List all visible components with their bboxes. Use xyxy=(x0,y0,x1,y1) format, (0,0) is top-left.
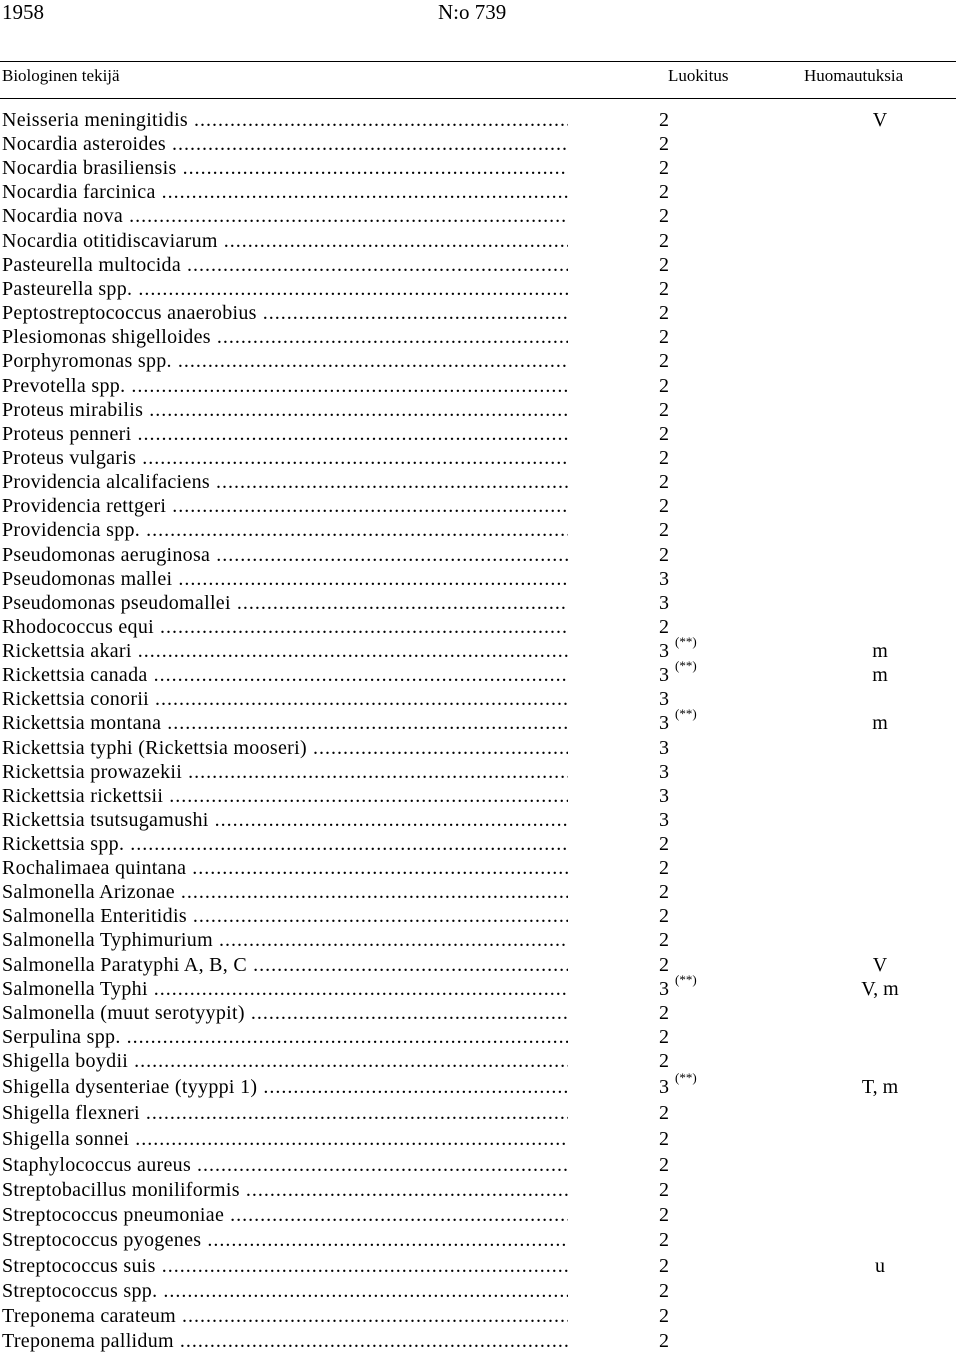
agent-name: Salmonella Paratyphi A, B, C xyxy=(2,954,248,976)
agent-name-cell xyxy=(2,953,568,977)
agent-name: Salmonella Arizonae xyxy=(2,881,175,903)
agent-name-cell xyxy=(2,277,568,301)
table-row xyxy=(0,1127,960,1151)
notes-value: m xyxy=(872,640,888,662)
notes-value: V, m xyxy=(861,978,899,1000)
agent-name-cell xyxy=(2,204,568,228)
agent-name: Treponema pallidum xyxy=(2,1330,174,1352)
table-row xyxy=(0,494,960,518)
table-row xyxy=(0,470,960,494)
table-row xyxy=(0,1001,960,1025)
agent-name-cell xyxy=(2,156,568,180)
table-row xyxy=(0,591,960,615)
table-row xyxy=(0,856,960,880)
column-header-name: Biologinen tekijä xyxy=(2,66,120,85)
classification-value: 2 xyxy=(659,302,669,324)
notes-value: m xyxy=(872,664,888,686)
table-row xyxy=(0,374,960,398)
table-row xyxy=(0,784,960,808)
agent-name: Staphylococcus aureus xyxy=(2,1154,192,1176)
classification-value: 2 xyxy=(659,495,669,517)
table-row xyxy=(0,706,960,735)
agent-name: Nocardia brasiliensis xyxy=(2,157,177,179)
classification-value: 2 xyxy=(659,1204,669,1226)
agent-name: Nocardia nova xyxy=(2,205,124,227)
column-header-notes: Huomautuksia xyxy=(804,66,904,85)
classification-value: 3 xyxy=(659,592,669,614)
agent-name: Nocardia otitidiscaviarum xyxy=(2,230,218,252)
table-row xyxy=(0,880,960,904)
agent-name: Peptostreptococcus anaerobius xyxy=(2,302,257,324)
classification-value: 3 xyxy=(659,1076,669,1098)
classification-value: 2 xyxy=(659,423,669,445)
table-row xyxy=(0,253,960,277)
agent-name: Serpulina spp. xyxy=(2,1026,121,1048)
table-row xyxy=(0,349,960,373)
agent-name-cell xyxy=(2,711,568,735)
table-row xyxy=(0,760,960,784)
agent-name-cell xyxy=(2,687,568,711)
footnote-marker: (**) xyxy=(675,634,697,649)
classification-value: 2 xyxy=(659,447,669,469)
agent-name-cell xyxy=(2,1101,568,1125)
agent-name: Prevotella spp. xyxy=(2,375,126,397)
agent-name-cell xyxy=(2,470,568,494)
table-row xyxy=(0,658,960,687)
agent-name: Pseudomonas pseudomallei xyxy=(2,592,231,614)
agent-name: Rickettsia tsutsugamushi xyxy=(2,809,209,831)
notes-value: V xyxy=(872,954,888,976)
table-row xyxy=(0,832,960,856)
table-row xyxy=(0,953,960,977)
classification-value: 2 xyxy=(659,1026,669,1048)
classification-value: 2 xyxy=(659,326,669,348)
agent-name-cell xyxy=(2,1178,568,1202)
table-row xyxy=(0,615,960,639)
agent-name-cell xyxy=(2,229,568,253)
table-row xyxy=(0,1178,960,1202)
classification-value: 3 xyxy=(659,664,669,686)
agent-name: Pseudomonas aeruginosa xyxy=(2,544,211,566)
agent-name-cell xyxy=(2,108,568,132)
agent-name-cell xyxy=(2,760,568,784)
classification-value: 2 xyxy=(659,109,669,131)
table-row xyxy=(0,1279,960,1303)
agent-name: Providencia alcalifaciens xyxy=(2,471,210,493)
classification-value: 2 xyxy=(659,1154,669,1176)
agent-name-cell xyxy=(2,663,568,687)
agent-name: Rickettsia canada xyxy=(2,664,148,686)
agent-name-cell xyxy=(2,808,568,832)
agent-name: Treponema carateum xyxy=(2,1305,177,1327)
agent-name: Salmonella (muut serotyypit) xyxy=(2,1002,245,1024)
agent-name: Providencia rettgeri xyxy=(2,495,167,517)
agent-name: Nocardia farcinica xyxy=(2,181,156,203)
table-row xyxy=(0,422,960,446)
classification-value: 2 xyxy=(659,254,669,276)
classification-value: 2 xyxy=(659,616,669,638)
notes-value: m xyxy=(872,712,888,734)
table-row xyxy=(0,808,960,832)
agent-name: Rochalimaea quintana xyxy=(2,857,187,879)
agent-name-cell xyxy=(2,1304,568,1328)
agent-name-cell xyxy=(2,446,568,470)
agent-name-cell xyxy=(2,325,568,349)
agent-name-cell xyxy=(2,639,568,663)
table-row xyxy=(0,928,960,952)
classification-value: 2 xyxy=(659,905,669,927)
agent-name-cell xyxy=(2,349,568,373)
classification-value: 2 xyxy=(659,157,669,179)
agent-name-cell xyxy=(2,784,568,808)
classification-value: 2 xyxy=(659,1179,669,1201)
agent-name: Proteus penneri xyxy=(2,423,132,445)
footnote-marker: (**) xyxy=(675,1070,697,1085)
agent-name: Streptococcus pneumoniae xyxy=(2,1204,225,1226)
agent-name: Rickettsia montana xyxy=(2,712,162,734)
agent-name-cell xyxy=(2,132,568,156)
agent-name-cell xyxy=(2,928,568,952)
agent-name-cell xyxy=(2,518,568,542)
classification-value: 2 xyxy=(659,181,669,203)
classification-value: 2 xyxy=(659,375,669,397)
classification-value: 3 xyxy=(659,978,669,1000)
classification-value: 3 xyxy=(659,640,669,662)
classification-value: 2 xyxy=(659,350,669,372)
agent-name-cell xyxy=(2,1254,568,1278)
header-top-rule xyxy=(0,61,956,62)
agent-name-cell xyxy=(2,1279,568,1303)
table-row xyxy=(0,1228,960,1252)
agent-name-cell xyxy=(2,1228,568,1252)
agent-name-cell xyxy=(2,1001,568,1025)
classification-value: 3 xyxy=(659,737,669,759)
table-row xyxy=(0,325,960,349)
classification-value: 2 xyxy=(659,1229,669,1251)
agent-name: Salmonella Typhi xyxy=(2,978,148,1000)
agent-name-cell xyxy=(2,253,568,277)
agent-name: Salmonella Typhimurium xyxy=(2,929,213,951)
classification-value: 2 xyxy=(659,205,669,227)
agent-name-cell xyxy=(2,301,568,325)
table-row xyxy=(0,1153,960,1177)
classification-value: 2 xyxy=(659,1102,669,1124)
table-row xyxy=(0,634,960,663)
classification-value: 3 xyxy=(659,688,669,710)
table-row xyxy=(0,1049,960,1073)
table-row xyxy=(0,398,960,422)
agent-name-cell xyxy=(2,398,568,422)
classification-value: 2 xyxy=(659,881,669,903)
classification-value: 2 xyxy=(659,278,669,300)
agent-name: Proteus vulgaris xyxy=(2,447,137,469)
classification-value: 2 xyxy=(659,399,669,421)
classification-value: 2 xyxy=(659,544,669,566)
table-row xyxy=(0,1101,960,1125)
table-row xyxy=(0,180,960,204)
agent-name: Rickettsia spp. xyxy=(2,833,125,855)
agent-name: Rickettsia rickettsii xyxy=(2,785,164,807)
classification-value: 2 xyxy=(659,833,669,855)
table-row xyxy=(0,229,960,253)
agent-name-cell xyxy=(2,1049,568,1073)
agent-name: Rhodococcus equi xyxy=(2,616,154,638)
agent-name: Pasteurella spp. xyxy=(2,278,133,300)
table-row xyxy=(0,904,960,928)
classification-value: 3 xyxy=(659,785,669,807)
agent-name-cell xyxy=(2,977,568,1001)
table-row xyxy=(0,204,960,228)
page-year: 1958 xyxy=(2,0,44,24)
agent-table xyxy=(0,108,960,1358)
agent-name-cell xyxy=(2,180,568,204)
table-row xyxy=(0,736,960,760)
agent-name-cell xyxy=(2,904,568,928)
agent-name: Streptococcus suis xyxy=(2,1255,156,1277)
table-row xyxy=(0,1070,960,1099)
table-row xyxy=(0,1254,960,1278)
classification-value: 2 xyxy=(659,1305,669,1327)
classification-value: 2 xyxy=(659,929,669,951)
agent-name: Pasteurella multocida xyxy=(2,254,182,276)
table-row xyxy=(0,132,960,156)
agent-name-cell xyxy=(2,567,568,591)
table-row xyxy=(0,543,960,567)
classification-value: 2 xyxy=(659,1128,669,1150)
classification-value: 2 xyxy=(659,1330,669,1352)
agent-name-cell xyxy=(2,1075,568,1099)
agent-name: Streptococcus pyogenes xyxy=(2,1229,202,1251)
agent-name-cell xyxy=(2,1203,568,1227)
table-row xyxy=(0,567,960,591)
classification-value: 2 xyxy=(659,471,669,493)
page-header xyxy=(0,0,960,28)
agent-name: Rickettsia prowazekii xyxy=(2,761,183,783)
classification-value: 3 xyxy=(659,712,669,734)
agent-name: Neisseria meningitidis xyxy=(2,109,189,131)
classification-value: 2 xyxy=(659,954,669,976)
table-row xyxy=(0,108,960,132)
classification-value: 3 xyxy=(659,809,669,831)
agent-name: Streptococcus spp. xyxy=(2,1280,158,1302)
agent-name-cell xyxy=(2,1329,568,1353)
notes-value: V xyxy=(872,109,888,131)
agent-name-cell xyxy=(2,374,568,398)
agent-name: Rickettsia typhi (Rickettsia mooseri) xyxy=(2,737,307,759)
table-row xyxy=(0,518,960,542)
table-row xyxy=(0,972,960,1001)
agent-name: Rickettsia akari xyxy=(2,640,132,662)
agent-name: Shigella boydii xyxy=(2,1050,129,1072)
agent-name: Nocardia asteroides xyxy=(2,133,166,155)
agent-name-cell xyxy=(2,736,568,760)
agent-name-cell xyxy=(2,615,568,639)
agent-name-cell xyxy=(2,591,568,615)
classification-value: 2 xyxy=(659,1255,669,1277)
table-row xyxy=(0,1025,960,1049)
agent-name-cell xyxy=(2,880,568,904)
classification-value: 2 xyxy=(659,519,669,541)
footnote-marker: (**) xyxy=(675,706,697,721)
footnote-marker: (**) xyxy=(675,972,697,987)
table-row xyxy=(0,1304,960,1328)
table-row xyxy=(0,277,960,301)
document-number: N:o 739 xyxy=(438,0,507,24)
agent-name-cell xyxy=(2,1153,568,1177)
agent-name: Pseudomonas mallei xyxy=(2,568,173,590)
agent-name: Shigella sonnei xyxy=(2,1128,130,1150)
classification-value: 2 xyxy=(659,1002,669,1024)
agent-name: Providencia spp. xyxy=(2,519,141,541)
column-header-classification: Luokitus xyxy=(668,66,729,85)
header-bottom-rule xyxy=(0,98,956,99)
classification-value: 2 xyxy=(659,1280,669,1302)
table-row xyxy=(0,687,960,711)
table-row xyxy=(0,446,960,470)
agent-name-cell xyxy=(2,543,568,567)
classification-value: 2 xyxy=(659,1050,669,1072)
agent-name: Shigella dysenteriae (tyyppi 1) xyxy=(2,1076,258,1098)
footnote-marker: (**) xyxy=(675,658,697,673)
agent-name: Porphyromonas spp. xyxy=(2,350,172,372)
agent-name: Streptobacillus moniliformis xyxy=(2,1179,240,1201)
notes-value: T, m xyxy=(861,1076,899,1098)
classification-value: 2 xyxy=(659,230,669,252)
agent-name-cell xyxy=(2,494,568,518)
table-row xyxy=(0,1203,960,1227)
notes-value: u xyxy=(875,1255,885,1277)
agent-name-cell xyxy=(2,1127,568,1151)
table-row xyxy=(0,301,960,325)
classification-value: 2 xyxy=(659,133,669,155)
agent-name: Rickettsia conorii xyxy=(2,688,150,710)
agent-name-cell xyxy=(2,856,568,880)
agent-name-cell xyxy=(2,422,568,446)
table-row xyxy=(0,1329,960,1353)
classification-value: 3 xyxy=(659,761,669,783)
table-row xyxy=(0,156,960,180)
agent-name-cell xyxy=(2,832,568,856)
agent-name-cell xyxy=(2,1025,568,1049)
agent-name: Shigella flexneri xyxy=(2,1102,140,1124)
agent-name: Plesiomonas shigelloides xyxy=(2,326,211,348)
agent-name: Proteus mirabilis xyxy=(2,399,144,421)
agent-name: Salmonella Enteritidis xyxy=(2,905,187,927)
classification-value: 3 xyxy=(659,568,669,590)
classification-value: 2 xyxy=(659,857,669,879)
